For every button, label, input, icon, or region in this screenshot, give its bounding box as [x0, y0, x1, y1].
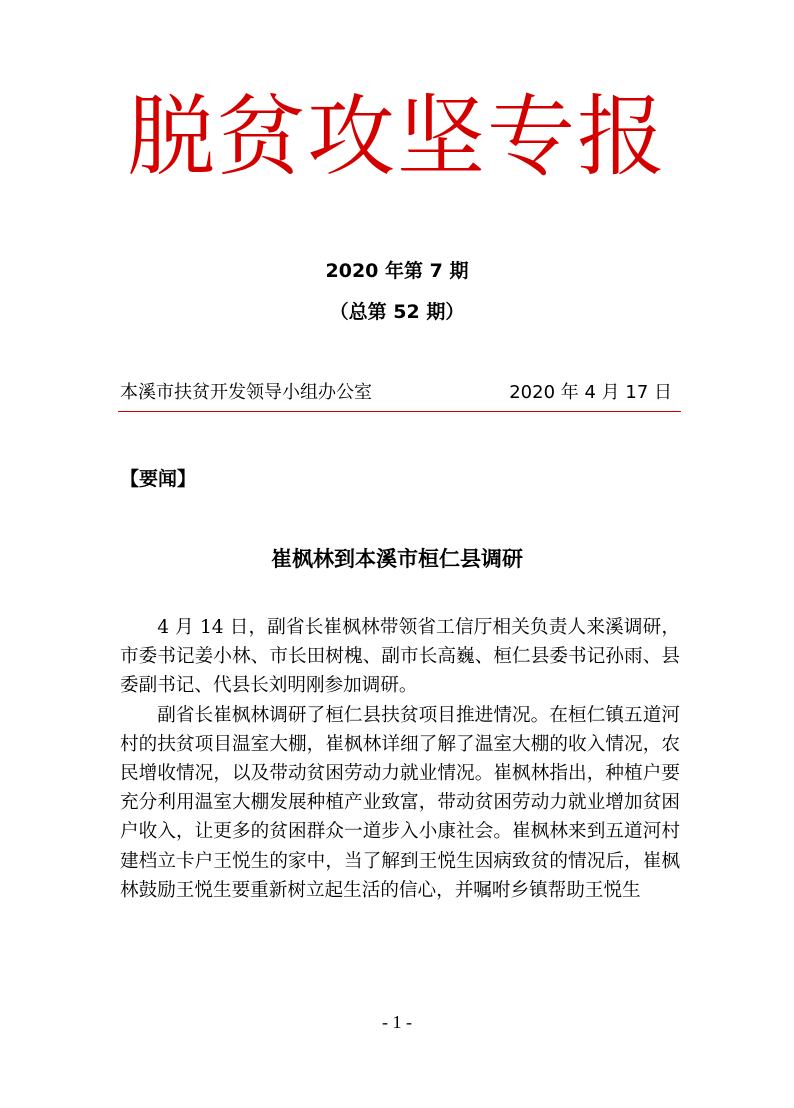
article-paragraph: 4 月 14 日，副省长崔枫林带领省工信厅相关负责人来溪调研，市委书记姜小林、市长田树槐、副市长高巍、桓仁县委书记孙雨、县委副书记、代县长刘明刚参加调研。 — [120, 617, 680, 697]
issue-number: 2020 年第 7 期 — [325, 260, 469, 282]
issue-date: 2020 年 4 月 17 日 — [509, 382, 672, 403]
page-number: - 1 - — [382, 1012, 412, 1032]
article-title: 崔枫林到本溪市桓仁县调研 — [271, 547, 523, 571]
cumulative-issue-number: （总第 52 期） — [329, 301, 465, 323]
masthead-title: 脱贫攻坚专报 — [126, 85, 667, 188]
article-paragraph: 副省长崔枫林调研了桓仁县扶贫项目推进情况。在桓仁镇五道河村的扶贫项目温室大棚，崔枫林详细了解了温室大棚的收入情况，农民增收情况，以及带动贫困劳动力就业情况。崔枫林指出，种植户要充分利用温室大棚发展种植产业致富，带动贫困劳动力就业增加贫困户收入，让更多的贫困群众一道步入小康社会。崔枫林来到五道河村建档立卡户王悦生的家中，当了解到王悦生因病致贫的情况后，崔枫林鼓励王悦生要重新树立起生活的信心，并嘱咐乡镇帮助王悦生 — [120, 704, 680, 901]
section-label: 【要闻】 — [120, 468, 197, 490]
issuer-name: 本溪市扶贫开发领导小组办公室 — [120, 382, 372, 403]
article-body — [120, 613, 680, 905]
header-divider — [118, 411, 681, 412]
